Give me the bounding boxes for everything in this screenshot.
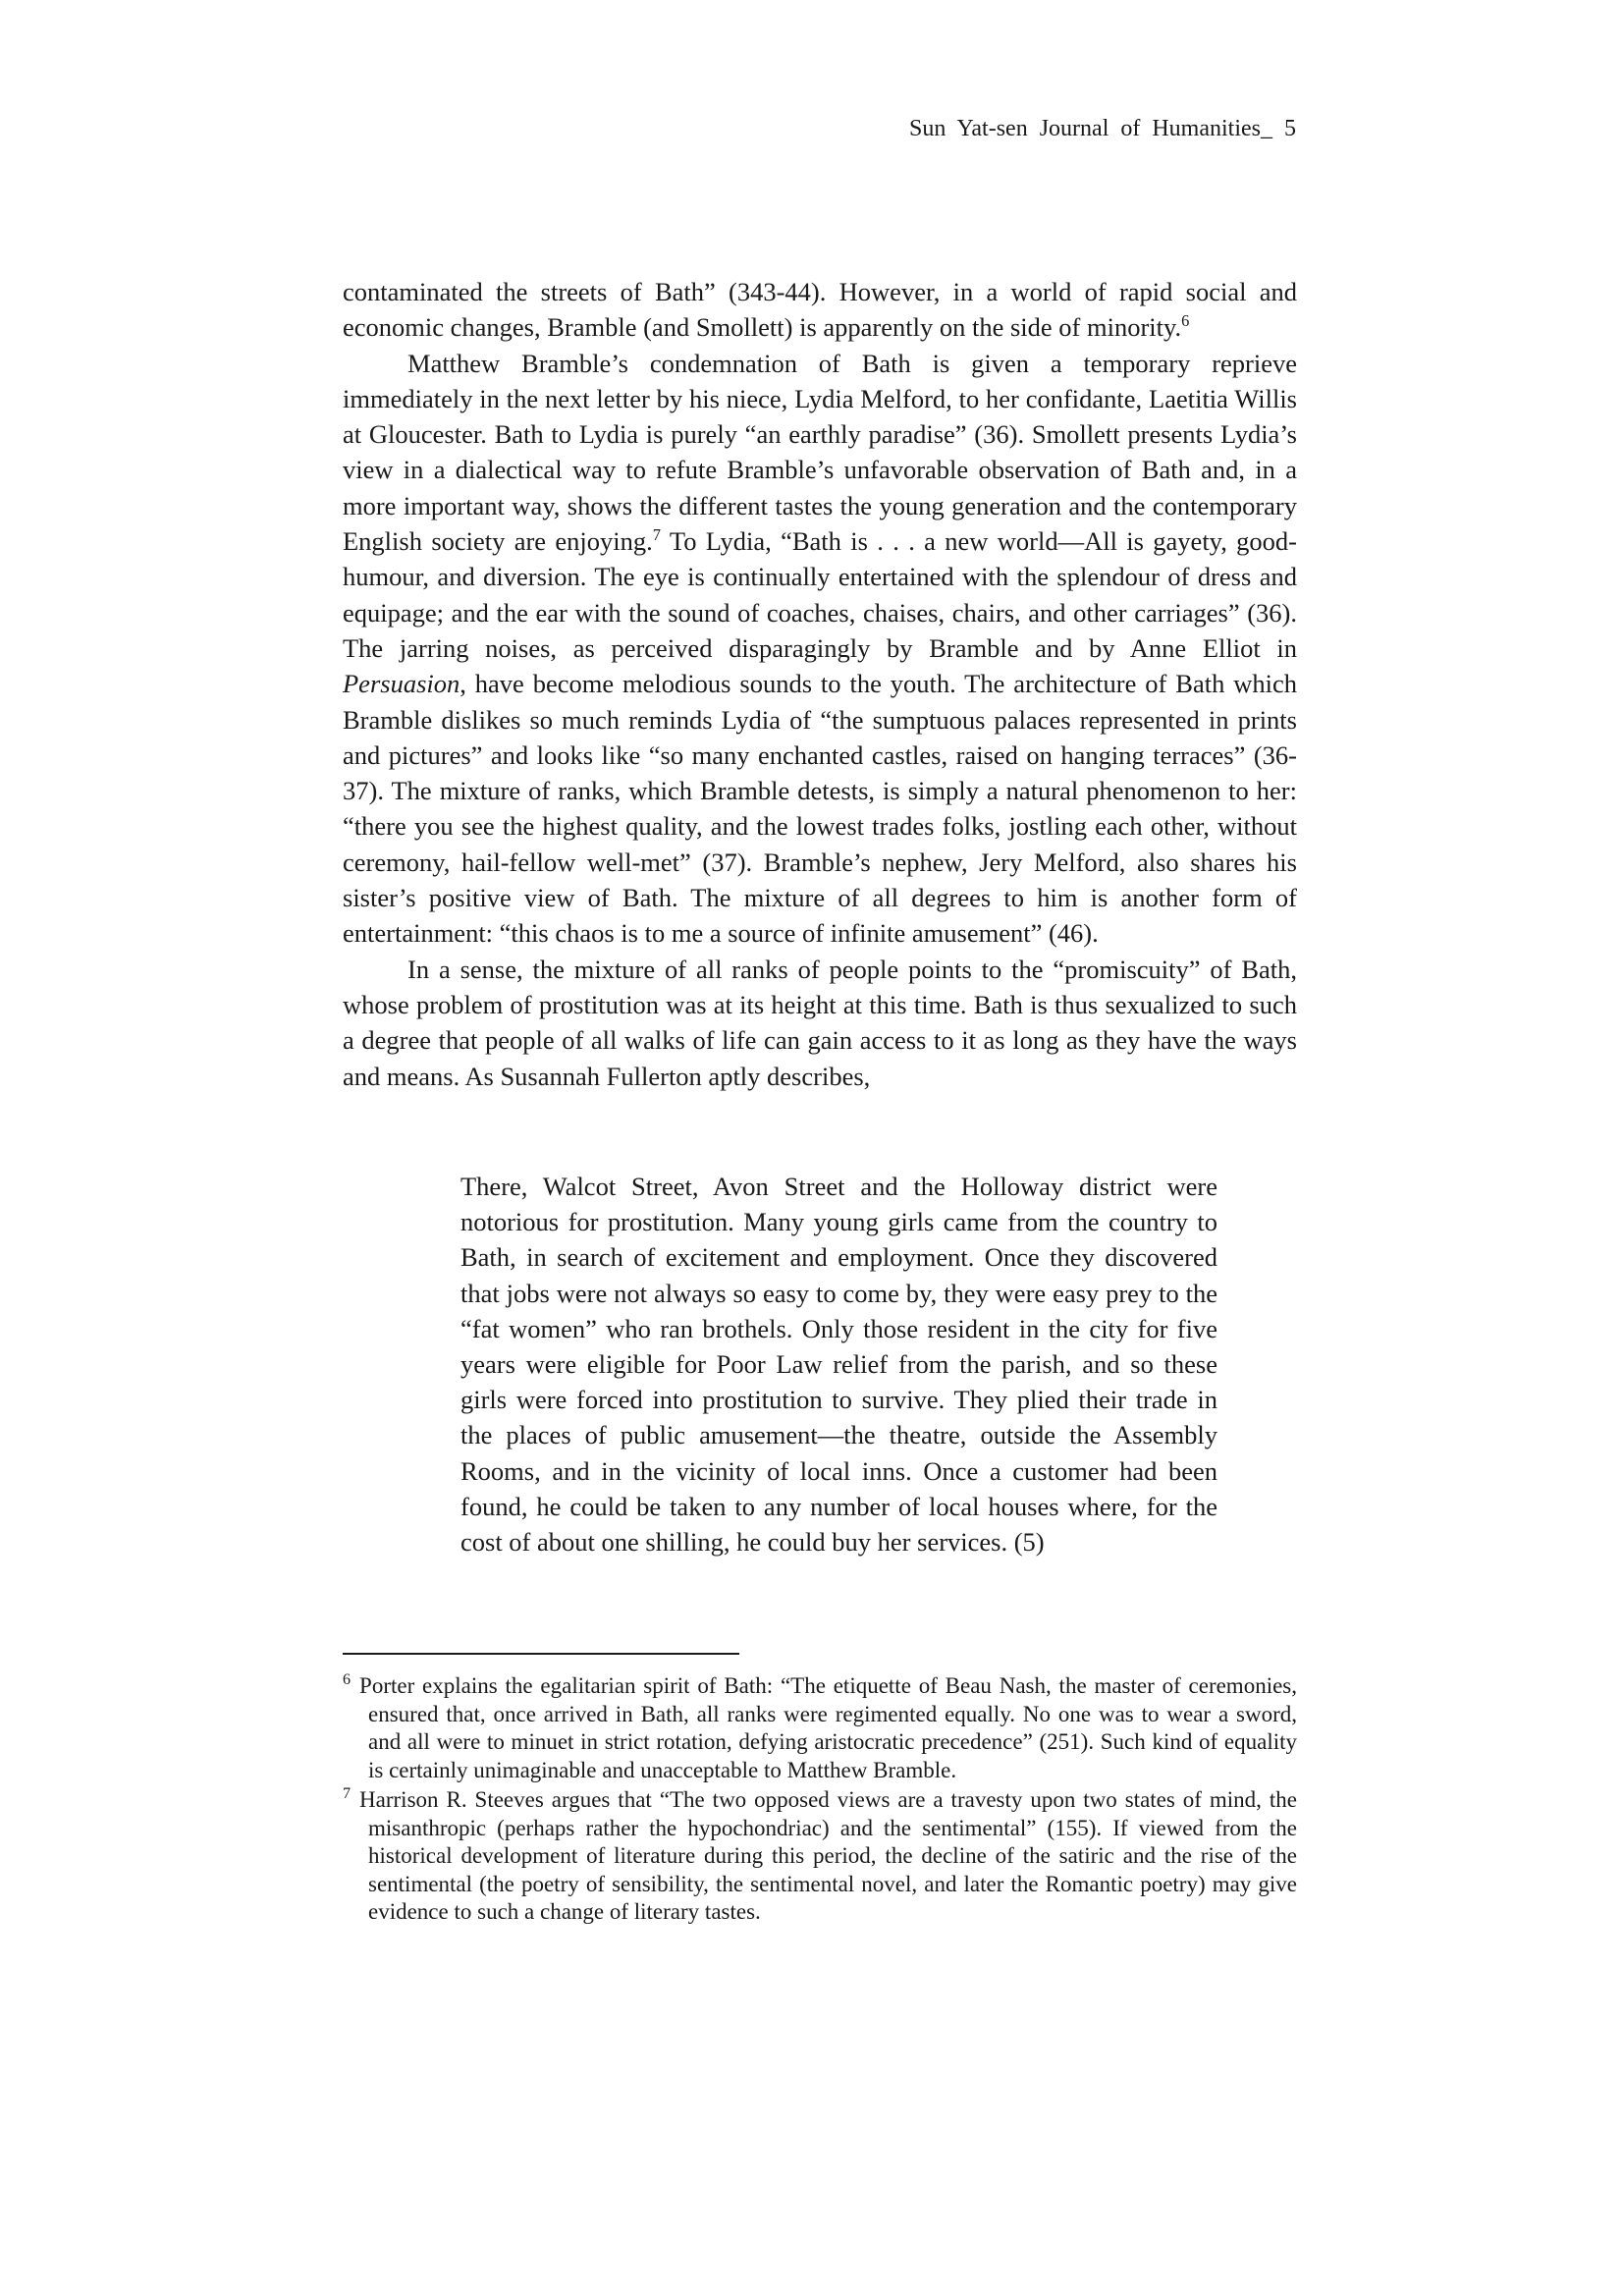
paragraph-2-text-c: , have become melodious sounds to the youth. The architecture of Bath which Bramble dislikes so much reminds Lydia of “the sumptuous palaces represented in prints and pictures” and looks like “so many enchanted castles, raised on hanging terraces” (36-37). The mixture of ranks, which Bramble detests, is simply a natural phenomenon to her: “there you see the highest quality, and the lowest trades folks, jostling each other, without ceremony, hail-fellow well-met” (37). Bramble’s nephew, Jery Melford, also shares his sister’s positive view of Bath. The mixture of all degrees to him is another form of entertainment: “this chaos is to me a source of infinite amusement” (46). — [343, 669, 1297, 949]
footnote-ref-6[interactable]: 6 — [1181, 311, 1190, 331]
footnote-ref-7[interactable]: 7 — [652, 525, 661, 545]
footnotes — [343, 1672, 1297, 1929]
paragraph-2 — [343, 346, 1297, 952]
paragraph-1 — [343, 274, 1297, 346]
footnote-text: Porter explains the egalitarian spirit of Bath: “The etiquette of Beau Nash, the master of ceremonies, ensured that, once arrived in Bath, all ranks were regimented equally. No one was to wear a sword, and all were to minuet in strict rotation, defying aristocratic precedence” (251). Such kind of equality is certainly unimaginable and unacceptable to Matthew Bramble. — [359, 1673, 1297, 1782]
main-text — [343, 274, 1297, 1094]
footnote-number: 7 — [343, 1785, 351, 1803]
footnote-text: Harrison R. Steeves argues that “The two opposed views are a travesty upon two states of mind, the misanthropic (perhaps rather the hypochondriac) and the sentimental” (155). If viewed from the historical development of literature during this period, the decline of the satiric and the rise of the sentimental (the poetry of sensibility, the sentimental novel, and later the Romantic poetry) may give evidence to such a change of literary tastes. — [359, 1787, 1297, 1924]
paragraph-1-text: contaminated the streets of Bath” (343-44). However, in a world of rapid social and economic changes, Bramble (and Smollett) is apparently on the side of minority. — [343, 277, 1297, 343]
paragraph-2-text-b: To Lydia, “Bath is . . . a new world—All is gayety, good-humour, and diversion. The eye is continually entertained with the splendour of dress and equipage; and the ear with the sound of coaches, chaises, chairs, and other carriages” (36). The jarring noises, as perceived disparagingly by Bramble and by Anne Elliot in — [343, 526, 1298, 663]
paragraph-3: In a sense, the mixture of all ranks of people points to the “promiscuity” of Bath, whose problem of prostitution was at its height at this time. Bath is thus sexualized to such a degree that people of all walks of life can gain access to it as long as they have the ways and means. As Susannah Fullerton aptly describes, — [343, 954, 1297, 1091]
footnote-6 — [343, 1672, 1297, 1784]
block-quotation — [460, 1169, 1217, 1559]
running-head: Sun Yat-sen Journal of Humanities_ 5 — [909, 116, 1296, 141]
footnote-separator — [343, 1653, 739, 1655]
footnote-7 — [343, 1786, 1297, 1927]
book-title-persuasion: Persuasion — [343, 669, 460, 699]
paragraph-2-text-a: Matthew Bramble’s condemnation of Bath is given a temporary reprieve immediately in the next letter by his niece, Lydia Melford, to her confidante, Laetitia Willis at Gloucester. Bath to Lydia is purely “an earthly paradise” (36). Smollett presents Lydia’s view in a dialectical way to refute Bramble’s unfavorable observation of Bath and, in a more important way, shows the different tastes the young generation and the contemporary English society are enjoying. — [343, 348, 1297, 557]
footnote-number: 6 — [343, 1671, 351, 1689]
block-quotation-text: There, Walcot Street, Avon Street and the Holloway district were notorious for prostitution. Many young girls came from the country to Bath, in search of excitement and employment. Once they discovered that jobs were not always so easy to come by, they were easy prey to the “fat women” who ran brothels. Only those resident in the city for five years were eligible for Poor Law relief from the parish, and so these girls were forced into prostitution to survive. They plied their trade in the places of public amusement—the theatre, outside the Assembly Rooms, and in the vicinity of local inns. Once a customer had been found, he could be taken to any number of local houses where, for the cost of about one shilling, he could buy her services. (5) — [460, 1172, 1217, 1558]
